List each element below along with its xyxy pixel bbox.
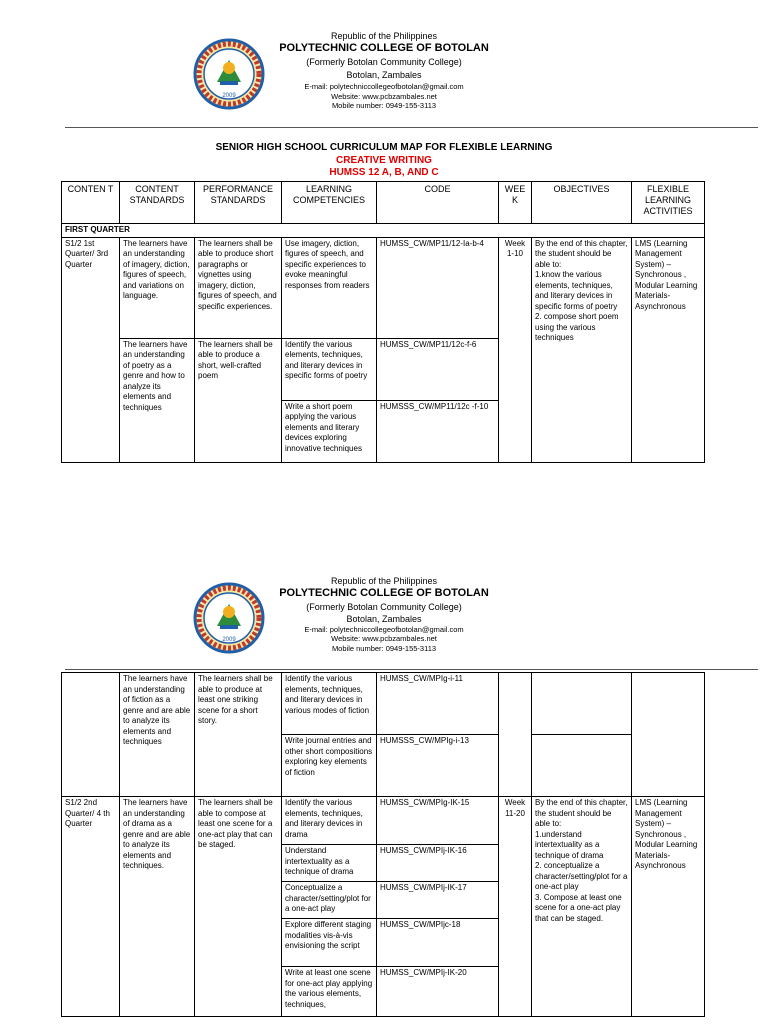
q1-content-standard-1: The learners have an understanding of imagery, diction, figures of speech, and variations on language. xyxy=(120,237,195,338)
email-line: E-mail: polytechniccollegeofbotolan@gmail.com xyxy=(304,82,464,91)
q2-performance-standard: The learners shall be able to compose at least one scene for a one-act play that can be staged. xyxy=(195,797,282,1017)
q1-content: S1/2 1st Quarter/ 3rd Quarter xyxy=(62,237,120,462)
header-code: CODE xyxy=(377,182,499,224)
header-competencies: LEARNING COMPETENCIES xyxy=(282,182,377,224)
p2-objectives-empty-1 xyxy=(532,673,632,735)
p2-performance-standard: The learners shall be able to produce at least one striking scene for a short story. xyxy=(195,673,282,797)
q2-content: S1/2 2nd Quarter/ 4 th Quarter xyxy=(62,797,120,1017)
q1-content-standard-2: The learners have an understanding of poetry as a genre and how to analyze its elements and techniques xyxy=(120,338,195,462)
header-divider xyxy=(65,669,758,670)
svg-text:2009: 2009 xyxy=(222,93,236,99)
website-line: Website: www.pcbzambales.net xyxy=(331,634,437,643)
q2-objectives: By the end of this chapter, the student should be able to: 1.understand intertextuality as a technique of drama 2. conceptualize a character/setting/plot for a one-act play 3. Compose at least one scene for a one-act play that can be staged. xyxy=(532,797,632,1017)
republic-line: Republic of the Philippines xyxy=(330,31,438,41)
header-performance-standards: PERFORMANCE STANDARDS xyxy=(195,182,282,224)
town-line: Botolan, Zambales xyxy=(346,614,422,624)
mobile-line: Mobile number: 0949-155-3113 xyxy=(331,101,437,110)
header-week: WEE K xyxy=(499,182,532,224)
q1-objectives: By the end of this chapter, the student should be able to: 1.know the various elements, techniques, and literary devices in specific forms of poetry 2. compose short poem using the various techniques xyxy=(532,237,632,462)
p2-code-1: HUMSS_CW/MPIg-i-11 xyxy=(377,673,499,735)
website-line: Website: www.pcbzambales.net xyxy=(331,92,437,101)
p2-objectives-empty-2 xyxy=(532,735,632,797)
college-name: POLYTECHNIC COLLEGE OF BOTOLAN xyxy=(279,42,489,54)
q2-competency-1: Identify the various elements, techniques, and literary devices in drama xyxy=(282,797,377,845)
q2-activities: LMS (Learning Management System) – Synchronous , Modular Learning Materials- Asynchronous xyxy=(632,797,705,1017)
q2-code-3: HUMSS_CW/MPIj-IK-17 xyxy=(377,882,499,919)
grade-title: HUMSS 12 A, B, AND C xyxy=(329,167,439,178)
q2-competency-5: Write at least one scene for one-act play applying the various elements, techniques, xyxy=(282,967,377,1017)
curriculum-table-page1 xyxy=(61,181,705,463)
header-divider xyxy=(65,127,758,128)
subject-title: CREATIVE WRITING xyxy=(336,155,432,166)
p2-content-standard: The learners have an understanding of fiction as a genre and are able to analyze its elements and techniques xyxy=(120,673,195,797)
curriculum-table-page2 xyxy=(61,672,705,1017)
q1-competency-3: Write a short poem applying the various elements and literary devices exploring innovative techniques xyxy=(282,400,377,462)
town-line: Botolan, Zambales xyxy=(346,70,422,80)
q2-week: Week 11-20 xyxy=(499,797,532,1017)
formerly-line: (Formerly Botolan Community College) xyxy=(306,602,462,612)
formerly-line: (Formerly Botolan Community College) xyxy=(306,57,462,67)
q1-activities: LMS (Learning Management System) – Synchronous , Modular Learning Materials- Asynchronous xyxy=(632,237,705,462)
college-name: POLYTECHNIC COLLEGE OF BOTOLAN xyxy=(279,587,489,599)
q1-code-3: HUMSSS_CW/MP11/12c -f-10 xyxy=(377,400,499,462)
q1-code-2: HUMSS_CW/MP11/12c-f-6 xyxy=(377,338,499,400)
q2-code-2: HUMSS_CW/MPIj-IK-16 xyxy=(377,845,499,882)
p2-activities-empty xyxy=(632,673,705,797)
q1-performance-standard-1: The learners shall be able to produce short paragraphs or vignettes using imagery, diction, figures of speech, and specific experiences. xyxy=(195,237,282,338)
q2-code-1: HUMSS_CW/MPIg-IK-15 xyxy=(377,797,499,845)
svg-text:2009: 2009 xyxy=(222,637,236,643)
p2-code-2: HUMSSS_CW/MPIg-i-13 xyxy=(377,735,499,797)
header-activities: FLEXIBLE LEARNING ACTIVITIES xyxy=(632,182,705,224)
q2-competency-2: Understand intertextuality as a technique of drama xyxy=(282,845,377,882)
q1-competency-2: Identify the various elements, techniques, and literary devices in specific forms of poetry xyxy=(282,338,377,400)
p2-week-empty xyxy=(499,673,532,797)
p2-competency-2: Write journal entries and other short compositions exploring key elements of fiction xyxy=(282,735,377,797)
p2-content-empty xyxy=(62,673,120,797)
document-title: SENIOR HIGH SCHOOL CURRICULUM MAP FOR FLEXIBLE LEARNING xyxy=(215,142,553,153)
q1-performance-standard-2: The learners shall be able to produce a short, well-crafted poem xyxy=(195,338,282,462)
mobile-line: Mobile number: 0949-155-3113 xyxy=(331,644,437,653)
q2-code-5: HUMSS_CW/MPIj-IK-20 xyxy=(377,967,499,1017)
q1-week: Week 1-10 xyxy=(499,237,532,462)
republic-line: Republic of the Philippines xyxy=(330,576,438,586)
q2-competency-4: Explore different staging modalities vis-à-vis envisioning the script xyxy=(282,919,377,967)
header-content-standards: CONTENT STANDARDS xyxy=(120,182,195,224)
header-objectives: OBJECTIVES xyxy=(532,182,632,224)
first-quarter-label: FIRST QUARTER xyxy=(62,224,705,238)
q1-code-1: HUMSS_CW/MP11/12-Ia-b-4 xyxy=(377,237,499,338)
p2-competency-1: Identify the various elements, techniques, and literary devices in various modes of fiction xyxy=(282,673,377,735)
q2-code-4: HUMSS_CW/MPIjc-18 xyxy=(377,919,499,967)
q2-competency-3: Conceptualize a character/setting/plot for a one-act play xyxy=(282,882,377,919)
email-line: E-mail: polytechniccollegeofbotolan@gmail.com xyxy=(304,625,464,634)
header-content: CONTEN T xyxy=(62,182,120,224)
q2-content-standard: The learners have an understanding of drama as a genre and are able to analyze its elements and techniques. xyxy=(120,797,195,1017)
q1-competency-1: Use imagery, diction, figures of speech, and specific experiences to evoke meaningful responses from readers xyxy=(282,237,377,338)
